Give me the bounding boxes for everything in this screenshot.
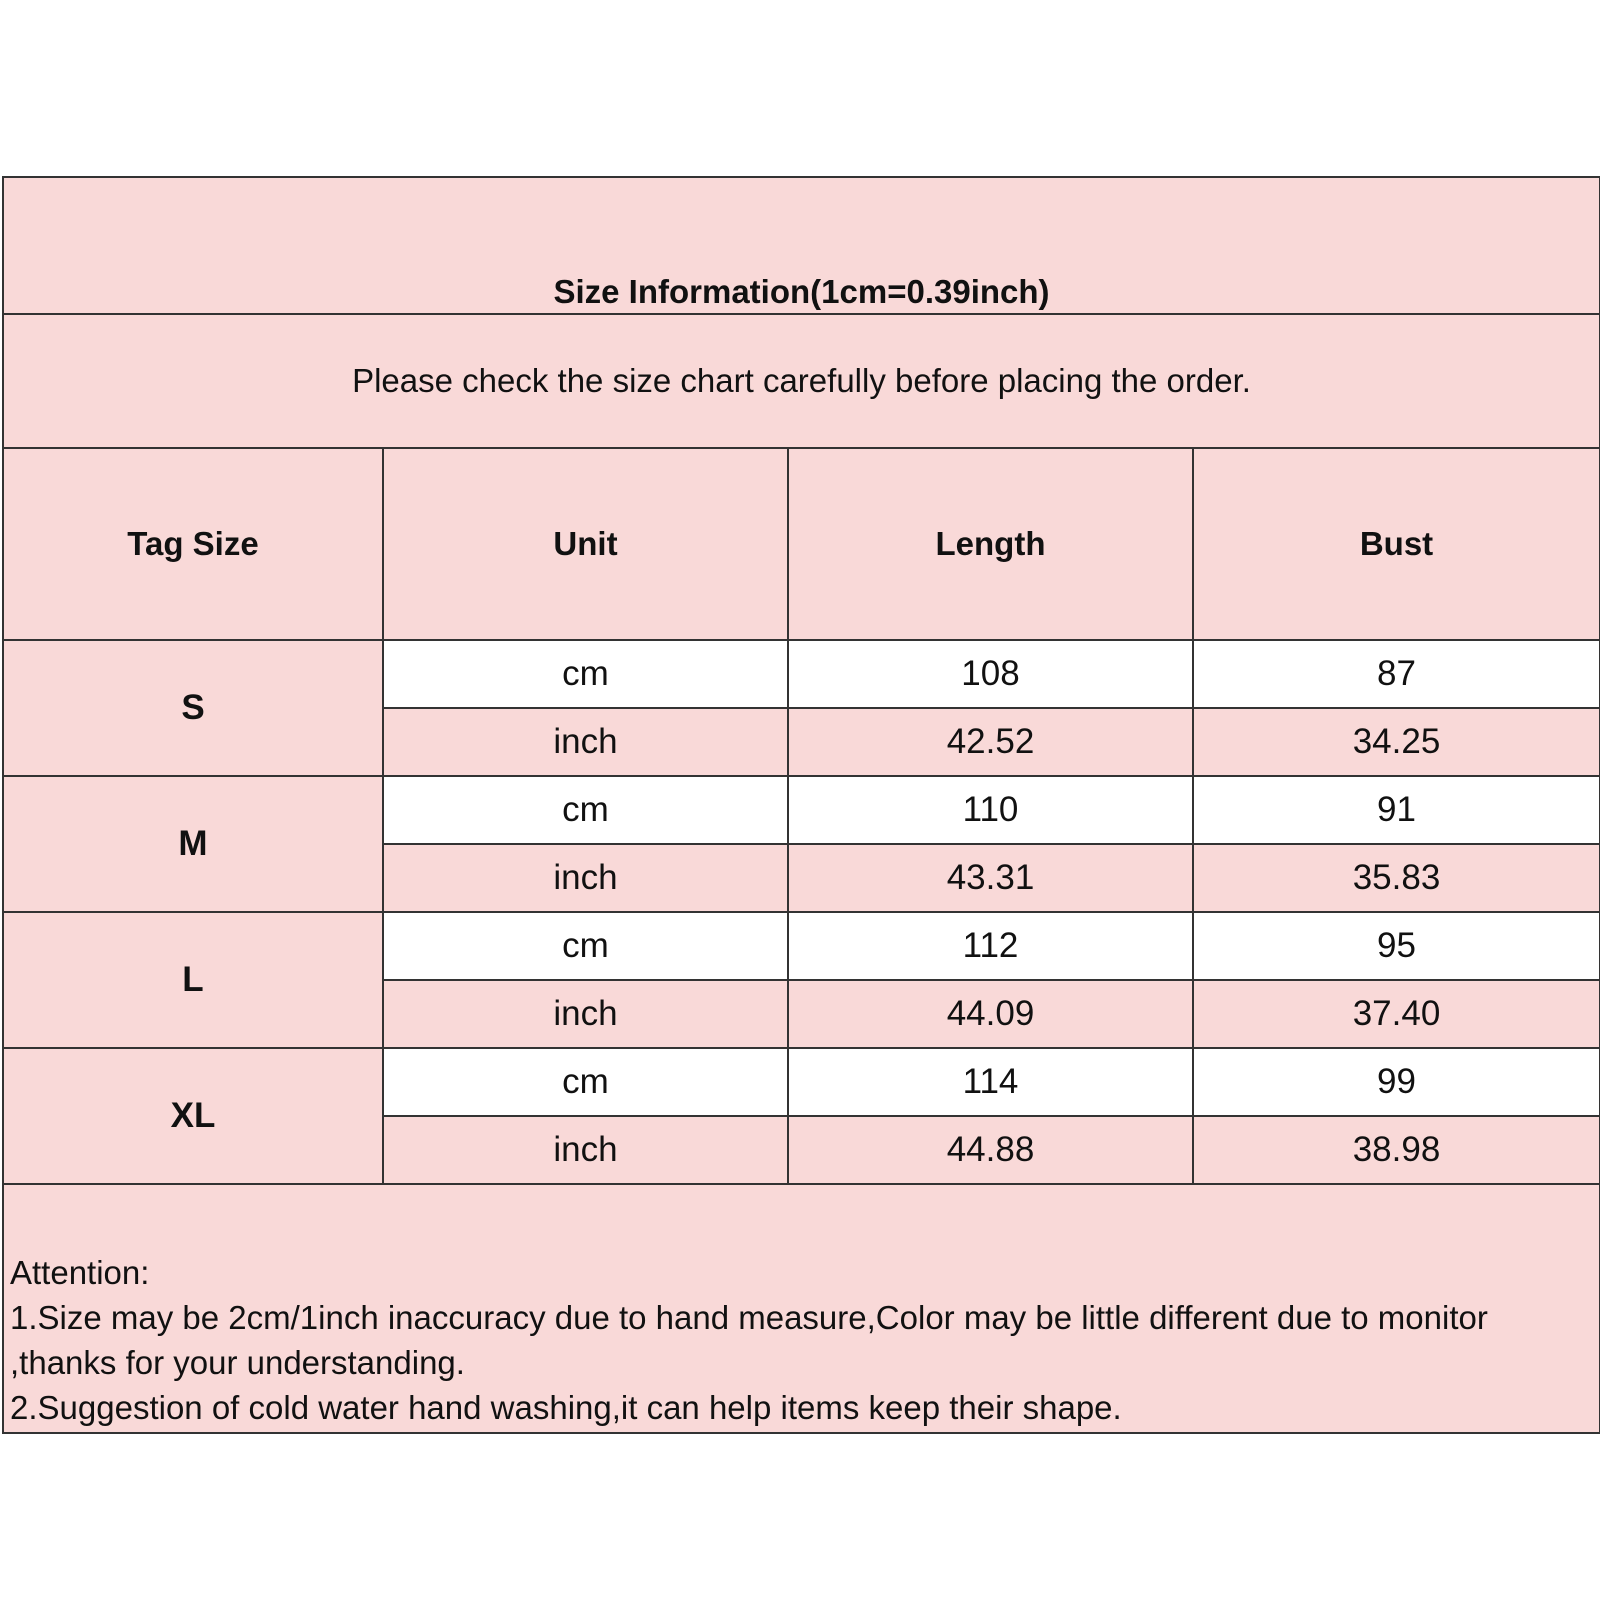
bust-cell: 37.40 bbox=[1193, 980, 1600, 1048]
length-cell: 44.88 bbox=[788, 1116, 1193, 1184]
size-label: XL bbox=[3, 1048, 383, 1184]
length-cell: 110 bbox=[788, 776, 1193, 844]
header-unit: Unit bbox=[383, 448, 788, 640]
unit-cell: cm bbox=[383, 912, 788, 980]
size-label: S bbox=[3, 640, 383, 776]
bust-cell: 95 bbox=[1193, 912, 1600, 980]
unit-cell: inch bbox=[383, 1116, 788, 1184]
size-chart bbox=[2, 176, 1599, 1434]
bust-cell: 91 bbox=[1193, 776, 1600, 844]
attention-line-3: 2.Suggestion of cold water hand washing,it can help items keep their shape. bbox=[10, 1389, 1122, 1426]
table-row bbox=[3, 776, 1600, 844]
length-cell: 112 bbox=[788, 912, 1193, 980]
header-tag-size: Tag Size bbox=[3, 448, 383, 640]
table-row bbox=[3, 1048, 1600, 1116]
length-cell: 108 bbox=[788, 640, 1193, 708]
bust-cell: 38.98 bbox=[1193, 1116, 1600, 1184]
length-cell: 114 bbox=[788, 1048, 1193, 1116]
size-table bbox=[2, 176, 1600, 1434]
header-bust: Bust bbox=[1193, 448, 1600, 640]
length-cell: 44.09 bbox=[788, 980, 1193, 1048]
unit-cell: inch bbox=[383, 844, 788, 912]
chart-subtitle: Please check the size chart carefully before placing the order. bbox=[3, 314, 1600, 448]
unit-cell: cm bbox=[383, 776, 788, 844]
table-row bbox=[3, 912, 1600, 980]
table-row bbox=[3, 640, 1600, 708]
attention-heading: Attention: bbox=[10, 1254, 150, 1291]
bust-cell: 35.83 bbox=[1193, 844, 1600, 912]
unit-cell: inch bbox=[383, 980, 788, 1048]
unit-cell: cm bbox=[383, 1048, 788, 1116]
bust-cell: 87 bbox=[1193, 640, 1600, 708]
chart-title: Size Information(1cm=0.39inch) bbox=[3, 177, 1600, 314]
header-length: Length bbox=[788, 448, 1193, 640]
attention-notes bbox=[3, 1184, 1600, 1433]
length-cell: 42.52 bbox=[788, 708, 1193, 776]
unit-cell: cm bbox=[383, 640, 788, 708]
size-label: M bbox=[3, 776, 383, 912]
attention-line-1: 1.Size may be 2cm/1inch inaccuracy due to hand measure,Color may be little different due to monitor bbox=[10, 1299, 1488, 1336]
bust-cell: 34.25 bbox=[1193, 708, 1600, 776]
length-cell: 43.31 bbox=[788, 844, 1193, 912]
size-label: L bbox=[3, 912, 383, 1048]
attention-line-2: ,thanks for your understanding. bbox=[10, 1344, 465, 1381]
unit-cell: inch bbox=[383, 708, 788, 776]
bust-cell: 99 bbox=[1193, 1048, 1600, 1116]
